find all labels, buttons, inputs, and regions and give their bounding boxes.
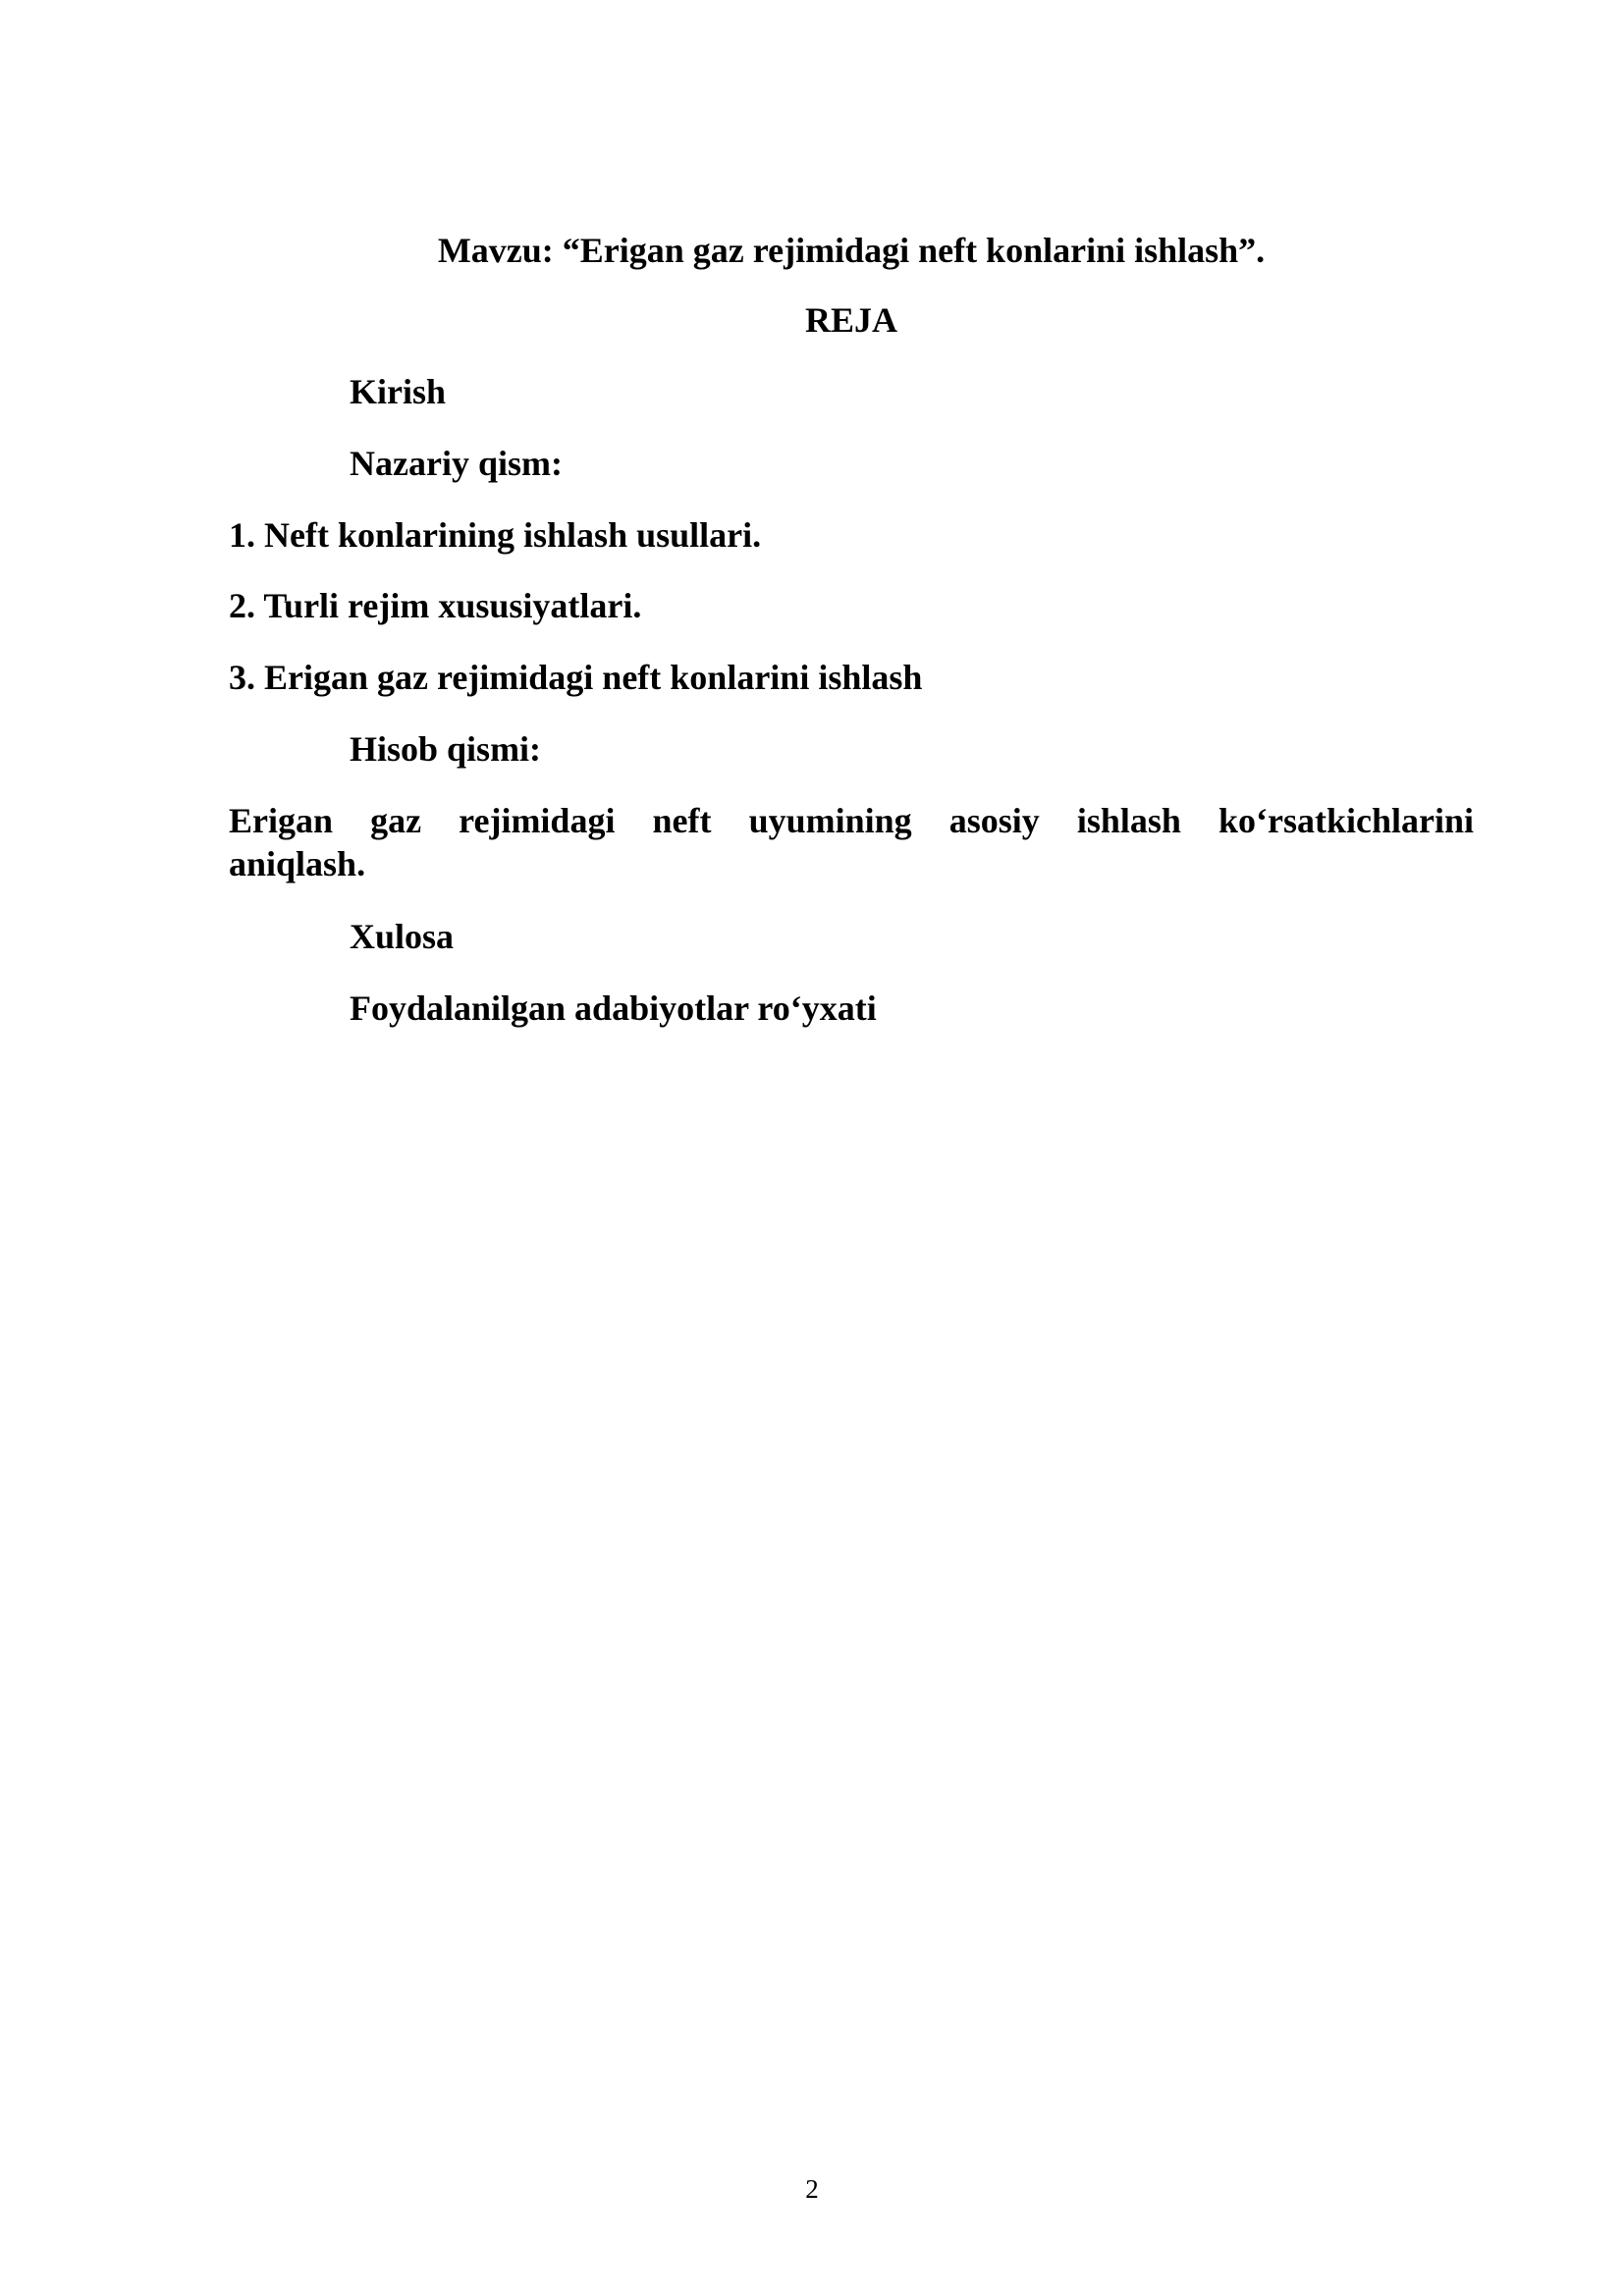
topic-title: Mavzu: “Erigan gaz rejimidagi neft konlarini ishlash”.: [437, 231, 1266, 270]
calc-paragraph: [229, 799, 1474, 885]
theory-heading: Nazariy qism:: [350, 444, 563, 483]
plan-heading: REJA: [804, 300, 897, 340]
references-heading: Foydalanilgan adabiyotlar ro‘yxati: [350, 988, 877, 1028]
page-number: 2: [805, 2174, 819, 2204]
calc-heading: Hisob qismi:: [350, 729, 542, 769]
theory-item-1: 1. Neft konlarining ishlash usullari.: [229, 515, 762, 555]
theory-item-2: 2. Turli rejim xususiyatlari.: [229, 586, 642, 625]
calc-paragraph-line-1: Erigan gaz rejimidagi neft uyumining asosiy ishlash ko‘rsatkichlarini: [229, 801, 1474, 840]
intro-heading: Kirish: [350, 372, 447, 411]
conclusion-heading: Xulosa: [350, 917, 455, 956]
theory-item-3: 3. Erigan gaz rejimidagi neft konlarini ishlash: [229, 658, 923, 697]
calc-paragraph-line-2: aniqlash.: [229, 844, 366, 883]
